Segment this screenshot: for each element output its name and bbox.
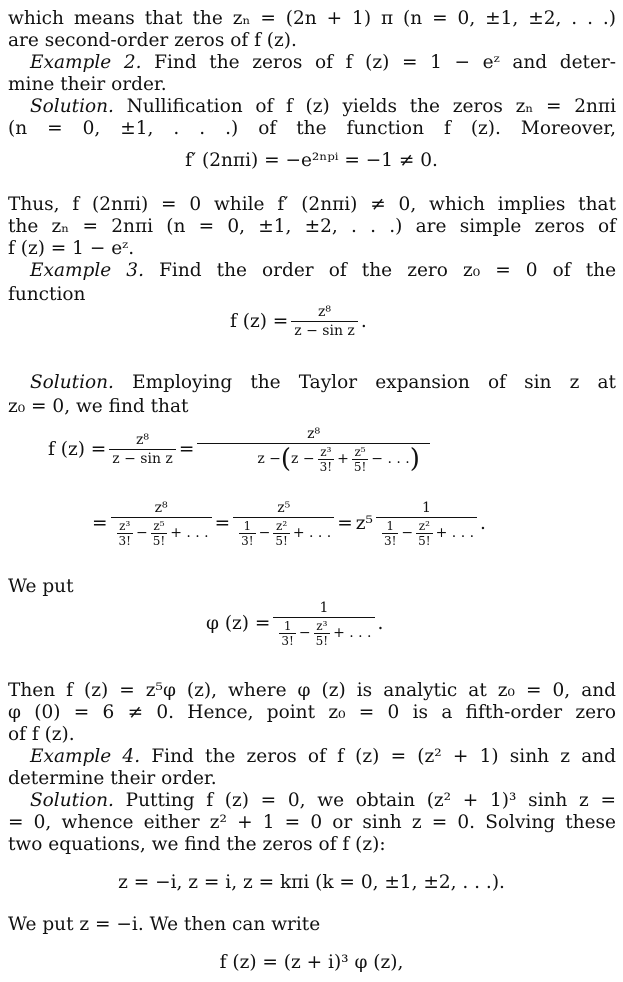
solution-line: Solution. Employing the Taylor expansion of sin z at [30,372,616,393]
text-line: of f (z). [8,724,75,745]
text-line: the zₙ = 2nπi (n = 0, ±1, ±2, . . .) are simple zeros of [8,216,616,237]
fraction: $\frac{\text{z⁸}}{\text{z − sin z}}$ [291,304,358,340]
taylor-equation-row-2: = z⁸ $\frac{\text{z³}}{3!}$ − $\frac{\text{z⁵}}{5!}$ + . . . = z⁵ $\frac{1}{3!}$ − $\frac{\text{z²}}{5!}$ + . . . = z⁵ 1 $\frac{1}{3!}$ − $\frac{\text{z²}}{5!}$ + . . . . [92,500,486,548]
text-line: Then f (z) = z⁵φ (z), where φ (z) is analytic at z₀ = 0, and [8,680,616,701]
solution-line: Solution. Nullification of f (z) yields the zeros zₙ = 2nπi [30,96,616,117]
solution-heading: Solution. [30,372,114,393]
solution-heading: Solution. [30,790,114,811]
text-line: We put [8,576,74,597]
text-line: determine their order. [8,768,217,789]
text-line: two equations, we find the zeros of f (z): [8,834,386,855]
text-line: mine their order. [8,74,167,95]
example-heading: Example 4. [30,746,141,767]
text-line: z₀ = 0, we find that [8,396,189,417]
text-line: We put z = −i. We then can write [8,914,321,935]
text-line: = 0, whence either z² + 1 = 0 or sinh z = 0. Solving these [8,812,616,833]
solution-line: Solution. Putting f (z) = 0, we obtain (z² + 1)³ sinh z = [30,790,616,811]
text-line: function [8,284,86,305]
example-3-line: Example 3. Find the order of the zero z₀ = 0 of the [30,260,617,281]
equation-zeros: z = −i, z = i, z = kπi (k = 0, ±1, ±2, . . .). [118,872,505,893]
equation-factorization: f (z) = (z + i)³ φ (z), [219,952,404,973]
example-heading: Example 3. [30,260,144,281]
equation-2: f (z) = $\frac{\text{z⁸}}{\text{z − sin z}}$ . [230,304,367,339]
text-line: f (z) = 1 − eᶻ. [8,238,135,259]
text-line: φ (0) = 6 ≠ 0. Hence, point z₀ = 0 is a fifth-order zero [8,702,616,723]
text-line: are second-order zeros of f (z). [8,30,297,51]
taylor-equation-row-1: f (z) = $\frac{\text{z⁸}}{\text{z − sin z}}$ = z⁸ z − ( z − $\frac{\text{z³}}{3!}$ + $\frac{\text{z⁵}}{5!}$ − . . . ) [48,426,433,474]
text-line: Thus, f (2nπi) = 0 while f′ (2nπi) ≠ 0, which implies that [8,194,616,215]
example-heading: Example 2. [30,52,142,73]
solution-heading: Solution. [30,96,114,117]
text-line: (n = 0, ±1, . . .) of the function f (z). Moreover, [8,118,616,139]
text-line: which means that the zₙ = (2n + 1) π (n = 0, ±1, ±2, . . .) [8,8,616,29]
example-4-line: Example 4. Find the zeros of f (z) = (z² + 1) sinh z and [30,746,616,767]
example-2-line: Example 2. Find the zeros of f (z) = 1 − eᶻ and deter- [30,52,617,73]
phi-definition: φ (z) = 1 $\frac{1}{3!}$ − $\frac{\text{z³}}{5!}$ + . . . . [206,600,384,648]
equation-1: f′ (2nπi) = −e²ⁿᵖⁱ = −1 ≠ 0. [185,150,438,171]
